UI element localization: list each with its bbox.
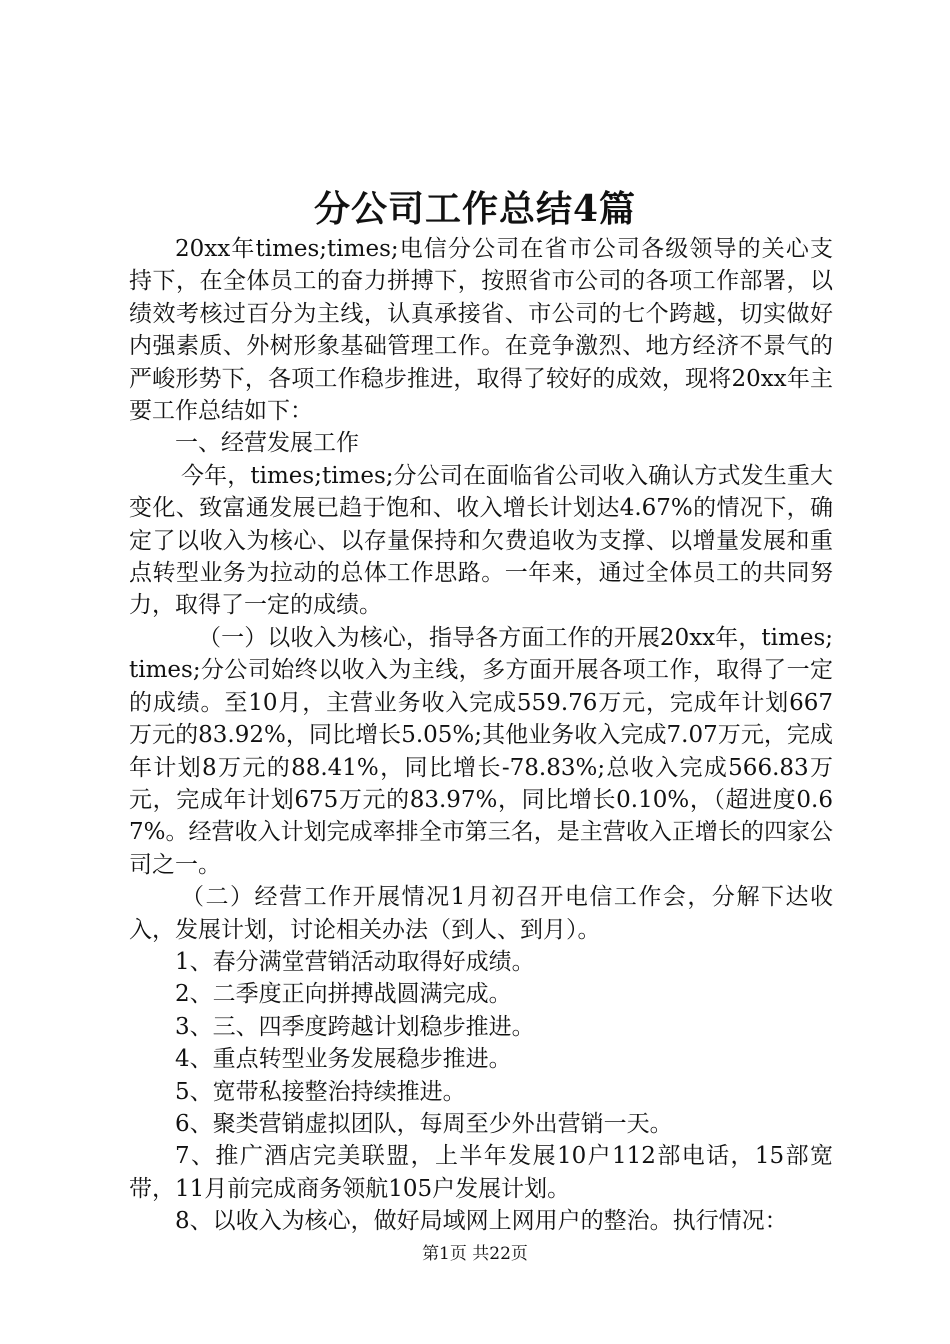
section-heading-operations: 一、经营发展工作: [175, 430, 359, 457]
list-item: 7、推广酒店完美联盟，上半年发展10户112部电话，15部宽带，11月前完成商务领航105户发展计划。: [129, 1143, 833, 1202]
list-item: 3、三、四季度跨越计划稳步推进。: [175, 1013, 535, 1040]
list-item: 5、宽带私接整治持续推进。: [175, 1078, 466, 1105]
document-body: [129, 233, 833, 1238]
paragraph-revenue-core: （一）以收入为核心，指导各方面工作的开展20xx年，times;times;分公司始终以收入为主线，多方面开展各项工作，取得了一定的成绩。至10月，主营业务收入完成559.76万元，完成年计划667万元的83.92%，同比增长5.05%;其他业务收入完成7.07万元，完成年计划8万元的88.41%，同比增长-78.83%;总收入完成566.83万元，完成年计划675万元的83.97%，同比增长0.10%，（超进度0.67%。经营收入计划完成率排全市第三名，是主营收入正增长的四家公司之一。: [129, 624, 833, 878]
page-number-footer: 第1页 共22页: [422, 1244, 528, 1264]
paragraph-intro: 20xx年times;times;电信分公司在省市公司各级领导的关心支持下，在全体员工的奋力拼搏下，按照省市公司的各项工作部署，以绩效考核过百分为主线，认真承接省、市公司的七个跨越，切实做好内强素质、外树形象基础管理工作。在竞争激烈、地方经济不景气的严峻形势下，各项工作稳步推进，取得了较好的成效，现将20xx年主要工作总结如下：: [129, 236, 833, 425]
document-title: 分公司工作总结4篇: [313, 188, 637, 230]
paragraph-operations-status: （二）经营工作开展情况1月初召开电信工作会，分解下达收入，发展计划，讨论相关办法（到人、到月）。: [129, 884, 833, 943]
list-item: 2、二季度正向拼搏战圆满完成。: [175, 981, 512, 1008]
list-item: 4、重点转型业务发展稳步推进。: [175, 1046, 512, 1073]
list-item: 1、春分满堂营销活动取得好成绩。: [175, 948, 535, 975]
list-item: 8、以收入为核心，做好局域网上网用户的整治。执行情况：: [175, 1208, 788, 1235]
list-item: 6、聚类营销虚拟团队，每周至少外出营销一天。: [175, 1110, 673, 1137]
paragraph-this-year: 今年，times;times;分公司在面临省公司收入确认方式发生重大变化、致富通发展已趋于饱和、收入增长计划达4.67%的情况下，确定了以收入为核心、以存量保持和欠费追收为支撑、以增量发展和重点转型业务为拉动的总体工作思路。一年来，通过全体员工的共同努力，取得了一定的成绩。: [129, 462, 833, 619]
